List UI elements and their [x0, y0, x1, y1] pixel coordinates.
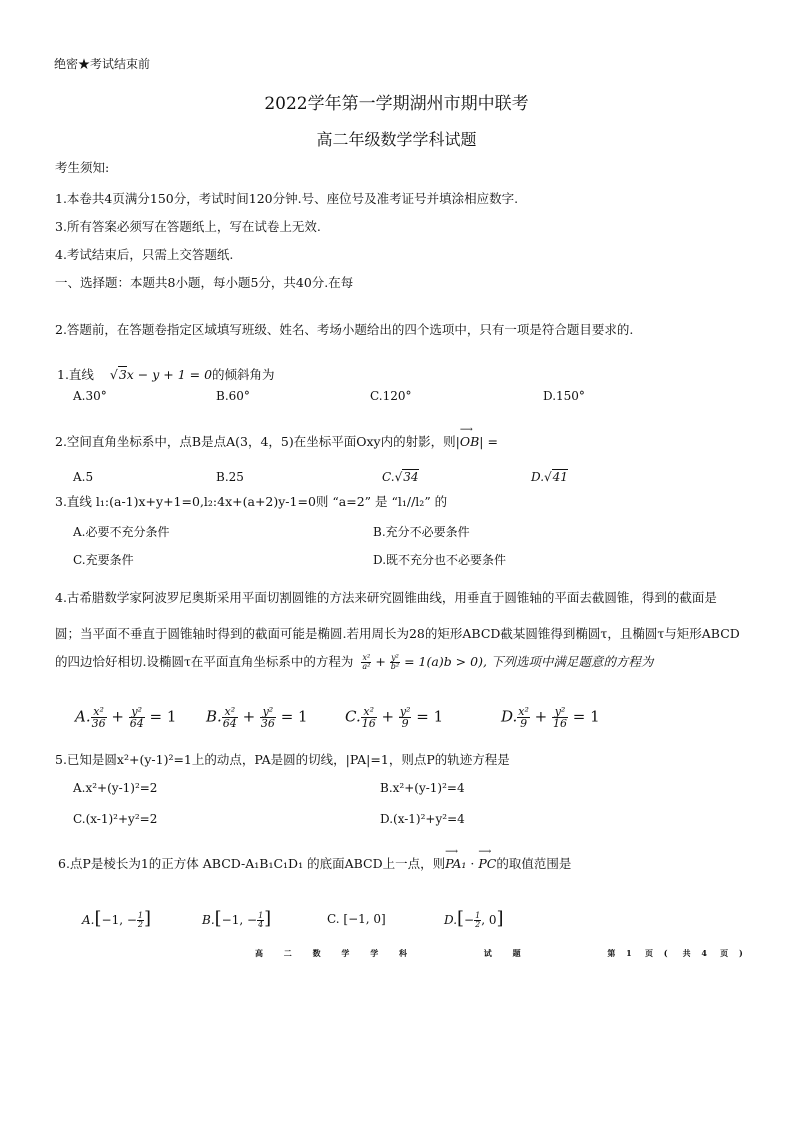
question-2-stem: 2.空间直角坐标系中，点B是点A(3，4，5)在坐标平面Oxy内的射影，则| ⟶ OB| =	[55, 425, 498, 449]
q2-option-c: C.√34	[382, 470, 419, 484]
q6-option-a: A.[−1, − $\frac{1}{2}$ ]	[82, 908, 152, 929]
q2-option-b: B.25	[216, 470, 244, 484]
question-1-stem: 1.直线 √3x − y + 1 = 0的倾斜角为	[57, 367, 275, 382]
q4-option-d: D. $\frac{\text{x²}}{9}$ + $\frac{\text{y²}}{16}$ = 1	[501, 705, 600, 730]
question-5-stem: 5.已知是圆x²+(y-1)²=1上的动点，PA是圆的切线，|PA|=1，则点P的轨迹方程是	[55, 752, 510, 767]
q1-option-b: B.60°	[216, 389, 250, 403]
q4-option-c: C. $\frac{\text{x²}}{16}$ + $\frac{\text{y²}}{9}$ = 1	[345, 705, 444, 730]
q6-option-d: D.[− $\frac{1}{2}$ , 0]	[444, 908, 504, 929]
q3-option-b: B.充分不必要条件	[373, 525, 470, 539]
q1-option-c: C.120°	[370, 389, 412, 403]
exam-title: 2022学年第一学期湖州市期中联考	[264, 94, 529, 114]
notice-4: 4.考试结束后，只需上交答题纸.	[55, 247, 234, 262]
exam-subtitle: 高二年级数学学科试题	[316, 130, 477, 149]
question-4-line-2: 圆；当平面不垂直于圆锥轴时得到的截面可能是椭圆.若用周长为28的矩形ABCD截某圆锥得到椭圆τ，且椭圆τ与矩形ABCD	[55, 626, 740, 641]
q3-option-c: C.充要条件	[73, 553, 134, 567]
notice-3: 3.所有答案必须写在答题纸上，写在试卷上无效.	[55, 219, 321, 234]
question-3-stem: 3.直线 l₁:(a-1)x+y+1=0,l₂:4x+(a+2)y-1=0则 “a=2” 是 “l₁//l₂” 的	[55, 494, 448, 509]
q2-option-a: A.5	[73, 470, 94, 484]
question-4-line-1: 4.古希腊数学家阿波罗尼奥斯采用平面切割圆锥的方法来研究圆锥曲线，用垂直于圆锥轴的平面去截圆锥，得到的截面是	[55, 590, 717, 605]
notice-1: 1.本卷共4页满分150分，考试时间120分钟.号、座位号及准考证号并填涂相应数字.	[55, 191, 519, 206]
q1-option-d: D.150°	[543, 389, 585, 403]
q4-option-b: B. $\frac{\text{x²}}{64}$ + $\frac{\text{y²}}{36}$ = 1	[206, 705, 308, 730]
confidential-label: 绝密★考试结束前	[54, 57, 151, 71]
q5-option-c: C.(x-1)²+y²=2	[73, 812, 158, 826]
q3-option-d: D.既不充分也不必要条件	[373, 553, 507, 567]
q6-option-b: B.[−1, − $\frac{1}{4}$ ]	[202, 908, 272, 929]
q2-option-d: D.√41	[531, 470, 568, 484]
section-one-heading: 一、选择题：本题共8小题，每小题5分，共40分.在每	[55, 275, 354, 290]
notice-heading: 考生须知:	[55, 160, 110, 175]
q6-option-c: C. [−1, 0]	[327, 912, 386, 926]
q5-option-b: B.x²+(y-1)²=4	[380, 781, 465, 795]
q5-option-d: D.(x-1)²+y²=4	[380, 812, 465, 826]
q5-option-a: A.x²+(y-1)²=2	[73, 781, 158, 795]
notice-2: 2.答题前，在答题卷指定区域填写班级、姓名、考场小题给出的四个选项中，只有一项是符合题目要求的.	[55, 322, 634, 337]
question-6-stem: 6.点P是棱长为1的正方体 ABCD-A₁B₁C₁D₁ 的底面ABCD上一点，则 ⟶ PA₁ · ⟶ PC的取值范围是	[58, 847, 572, 871]
q1-option-a: A.30°	[73, 389, 107, 403]
q4-option-a: A. $\frac{\text{x²}}{36}$ + $\frac{\text{y²}}{64}$ = 1	[75, 705, 177, 730]
page-footer: 高 二 数 学 学 科 试 题 第 1 页 ( 共 4 页 )	[255, 948, 743, 958]
q3-option-a: A.必要不充分条件	[73, 525, 170, 539]
question-4-line-3: 的四边恰好相切.设椭圆τ在平面直角坐标系中的方程为 $\frac{\text{x²}}{\text{a²}}$ + $\frac{\text{y²}}{\text{b²}}$ = 1(a)b > 0), 下列选项中满足题意的方程为	[55, 653, 654, 671]
